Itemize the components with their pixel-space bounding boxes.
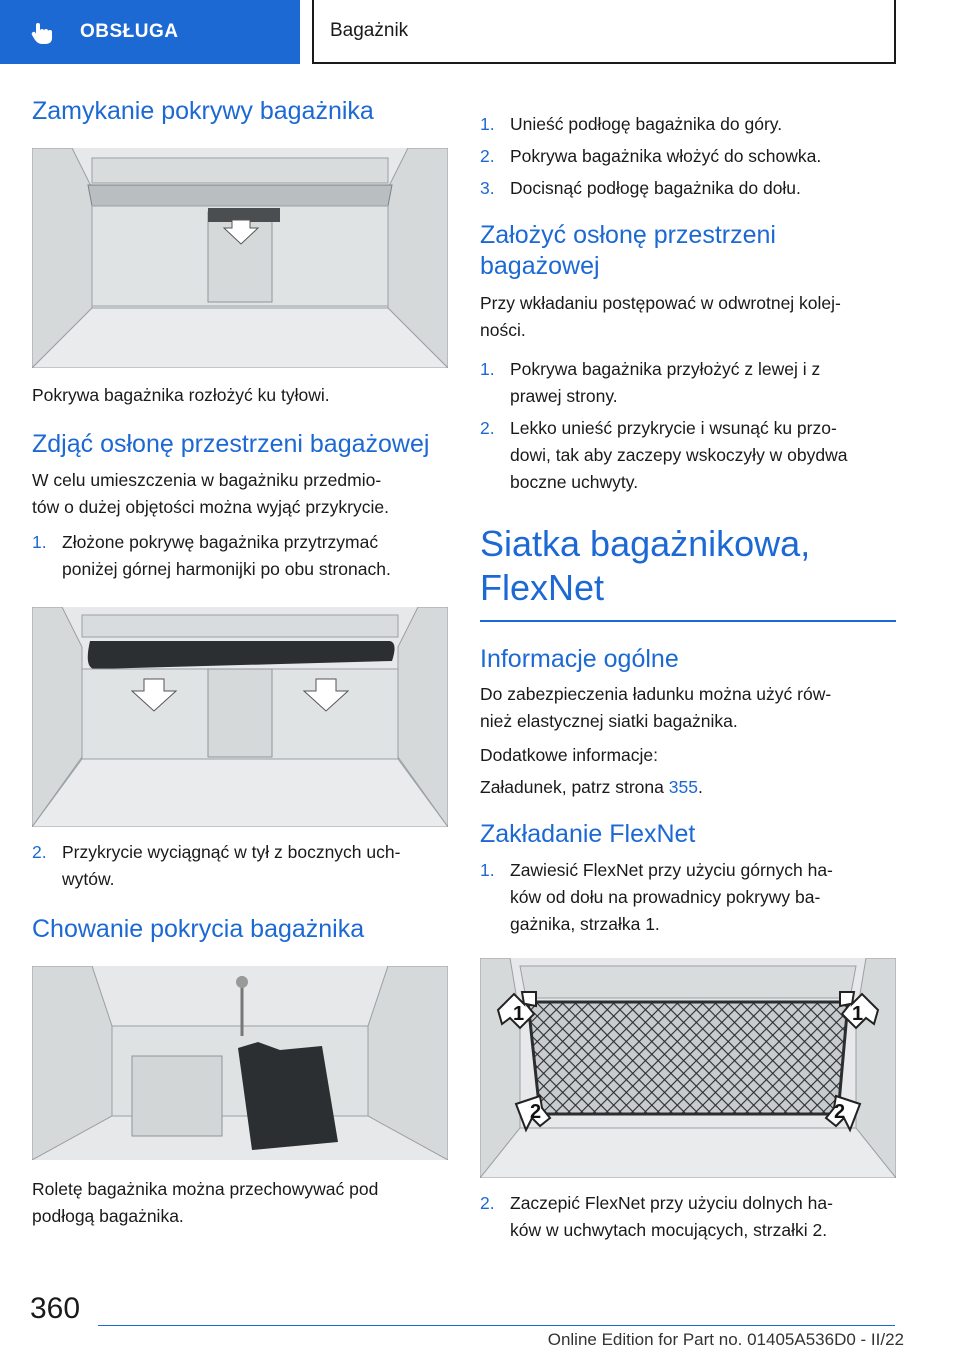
section-label: OBSŁUGA: [80, 21, 179, 42]
more-info-label: Dodatkowe informacje:: [480, 745, 658, 765]
list-text: Przykrycie wyciągnąć w tył z bocznych uch-: [62, 842, 401, 862]
load-reference-suffix: .: [697, 777, 703, 797]
list-item: [480, 356, 896, 410]
heading-remove-cover: Zdjąć osłonę przestrzeni bagażowej: [32, 430, 430, 458]
list-text: ków od dołu na prowadnicy pokrywy ba-: [510, 887, 821, 907]
arrow-2-label: 2: [530, 1101, 542, 1123]
flexnet-image: [480, 958, 896, 1178]
list-item: [32, 839, 448, 893]
list-text: dowi, tak aby zaczepy wskoczyły w obydwa: [510, 445, 848, 465]
list-text: Pokrywa bagażnika włożyć do schowka.: [510, 146, 822, 166]
list-number: 3.: [480, 178, 495, 198]
main-heading: FlexNet: [480, 567, 605, 608]
cover-removal-image: [32, 607, 448, 827]
main-heading: Siatka bagażnikowa,: [480, 523, 811, 564]
list-number: 2.: [480, 418, 495, 438]
hand-pointer-icon: [26, 14, 62, 50]
list-text: boczne uchwyty.: [510, 472, 639, 492]
list-item: [32, 529, 448, 583]
list-text: Złożone pokrywę bagażnika przytrzymać: [62, 532, 379, 552]
stow-text-line: Roletę bagażnika można przechowywać pod: [32, 1179, 379, 1199]
stow-text-line: podłogą bagażnika.: [32, 1206, 184, 1226]
remove-text-line: W celu umieszczenia w bagażniku przedmio-: [32, 470, 382, 490]
page-number: 360: [30, 1292, 81, 1325]
heading-close-cover: Zamykanie pokrywy bagażnika: [32, 97, 374, 125]
page-title-box: [312, 0, 896, 64]
close-cover-text: Pokrywa bagażnika rozłożyć ku tyłowi.: [32, 385, 330, 405]
heading-mount-flexnet: Zakładanie FlexNet: [480, 820, 696, 848]
heading-general-info: Informacje ogólne: [480, 645, 679, 673]
list-number: 1.: [480, 359, 495, 379]
list-item: [480, 175, 896, 202]
right-column: [480, 111, 896, 1244]
cover-stowage-image: [32, 966, 448, 1160]
list-number: 1.: [32, 532, 47, 552]
header-section-tab: [0, 0, 300, 64]
list-text: Docisnąć podłogę bagażnika do dołu.: [510, 178, 801, 198]
info-text-line: Do zabezpieczenia ładunku można użyć rów-: [480, 684, 832, 704]
list-text: Zaczepić FlexNet przy użyciu dolnych ha-: [510, 1193, 833, 1213]
list-number: 2.: [480, 1193, 495, 1213]
info-text-line: nież elastycznej siatki bagażnika.: [480, 711, 738, 731]
list-text: Pokrywa bagażnika przyłożyć z lewej i z: [510, 359, 821, 379]
arrow-1-label: 1: [513, 1003, 525, 1025]
heading-fit-cover: bagażowej: [480, 252, 600, 280]
fit-text-line: Przy wkładaniu postępować w odwrotnej kolej-: [480, 293, 841, 313]
list-text: gażnika, strzałka 1.: [510, 914, 660, 934]
list-text: wytów.: [62, 869, 115, 889]
page-title: Bagażnik: [330, 20, 409, 41]
list-number: 1.: [480, 114, 495, 134]
heading-rule: [480, 620, 896, 622]
footer-edition: Online Edition for Part no. 01405A536D0 - II/22: [547, 1330, 904, 1349]
remove-text-line: tów o dużej objętości można wyjąć przykrycie.: [32, 497, 389, 517]
list-text: poniżej górnej harmonijki po obu stronach.: [62, 559, 391, 579]
list-item: [480, 1190, 896, 1244]
fit-text-line: ności.: [480, 320, 526, 340]
list-number: 2.: [32, 842, 47, 862]
list-text: Zawiesić FlexNet przy użyciu górnych ha-: [510, 860, 833, 880]
list-item: [480, 857, 896, 938]
page-link[interactable]: 355: [668, 777, 698, 797]
list-text: prawej strony.: [510, 386, 618, 406]
arrow-2-label: 2: [834, 1101, 846, 1123]
list-item: [480, 143, 896, 170]
list-item: [480, 111, 896, 138]
list-item: [480, 415, 896, 496]
trunk-cover-image: [32, 148, 448, 368]
left-column: [32, 96, 448, 1230]
list-number: 1.: [480, 860, 495, 880]
heading-stow-cover: Chowanie pokrycia bagażnika: [32, 915, 365, 943]
heading-fit-cover: Założyć osłonę przestrzeni: [480, 221, 776, 249]
load-reference: [480, 774, 896, 801]
list-number: 2.: [480, 146, 495, 166]
load-reference-text: Załadunek, patrz strona: [480, 777, 664, 797]
list-text: Lekko unieść przykrycie i wsunąć ku przo-: [510, 418, 837, 438]
arrow-1-label: 1: [852, 1003, 864, 1025]
footer-rule: [98, 1325, 895, 1326]
list-text: ków w uchwytach mocujących, strzałki 2.: [510, 1220, 828, 1240]
list-text: Unieść podłogę bagażnika do góry.: [510, 114, 783, 134]
